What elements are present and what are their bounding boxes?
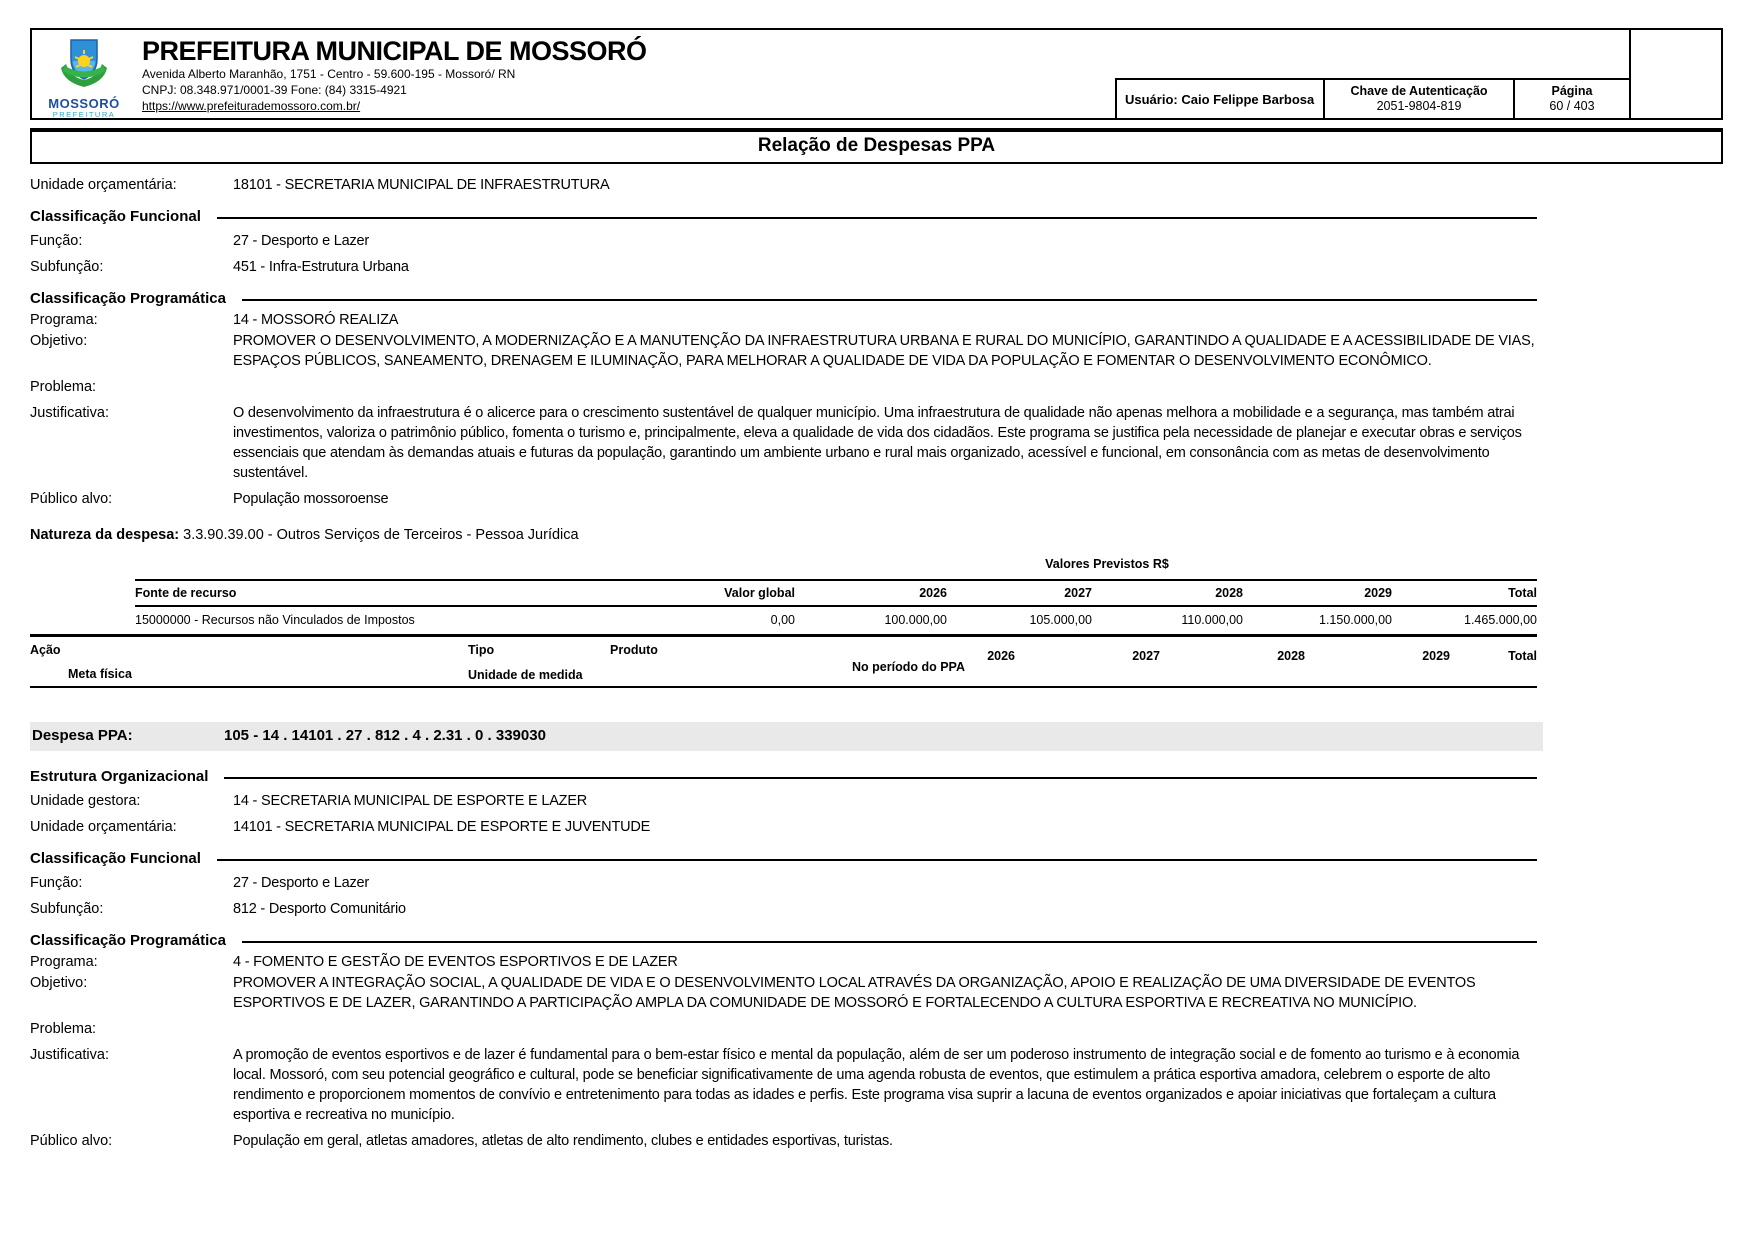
acao-col-2029: 2029 bbox=[1422, 649, 1450, 663]
col-header-total: Total bbox=[1508, 586, 1537, 600]
acao-col-2026: 2026 bbox=[987, 649, 1015, 663]
tipo-label: Tipo bbox=[468, 643, 495, 657]
row-unidade-gestora bbox=[30, 791, 1537, 811]
col-header-valor-global: Valor global bbox=[724, 586, 795, 600]
row-subfuncao-2 bbox=[30, 899, 1537, 919]
funcao-value: 27 - Desporto e Lazer bbox=[233, 233, 370, 249]
row-natureza-despesa bbox=[30, 525, 1537, 545]
subfuncao-label: Subfunção: bbox=[30, 901, 104, 917]
justificativa-label: Justificativa: bbox=[30, 1047, 109, 1063]
valores-previstos-table bbox=[135, 557, 1537, 634]
unidade-orcamentaria-value: 14101 - SECRETARIA MUNICIPAL DE ESPORTE E JUVENTUDE bbox=[233, 819, 651, 835]
valores-table-header bbox=[135, 579, 1537, 607]
section-classificacao-programatica-2 bbox=[30, 932, 1537, 949]
logo-subtitle: PREFEITURA bbox=[52, 110, 116, 119]
unidade-gestora-label: Unidade gestora: bbox=[30, 793, 141, 809]
row-publico-alvo-1 bbox=[30, 489, 1537, 509]
acao-col-2028: 2028 bbox=[1277, 649, 1305, 663]
natureza-despesa-value: 3.3.90.39.00 - Outros Serviços de Terceiros - Pessoa Jurídica bbox=[183, 527, 579, 543]
page-number-value: 60 / 403 bbox=[1549, 99, 1595, 113]
row-objetivo-1 bbox=[30, 331, 1537, 371]
produto-label: Produto bbox=[610, 643, 658, 657]
row-programa-2 bbox=[30, 952, 1537, 972]
acao-col-total: Total bbox=[1508, 649, 1537, 663]
despesa-ppa-value: 105 - 14 . 14101 . 27 . 812 . 4 . 2.31 . 0 . 339030 bbox=[224, 727, 546, 744]
funcao-label: Função: bbox=[30, 875, 83, 891]
acao-label: Ação bbox=[30, 643, 61, 657]
row-justificativa-1 bbox=[30, 403, 1537, 483]
unidade-orcamentaria-value: 18101 - SECRETARIA MUNICIPAL DE INFRAESTRUTURA bbox=[233, 177, 610, 193]
programa-value: 14 - MOSSORÓ REALIZA bbox=[233, 312, 399, 328]
col-header-2027: 2027 bbox=[1064, 586, 1092, 600]
cell-fonte-recurso: 15000000 - Recursos não Vinculados de Impostos bbox=[135, 613, 415, 627]
programa-label: Programa: bbox=[30, 312, 98, 328]
subfuncao-label: Subfunção: bbox=[30, 259, 104, 275]
org-name: PREFEITURA MUNICIPAL DE MOSSORÓ bbox=[142, 36, 647, 66]
meta-fisica-label: Meta física bbox=[68, 667, 132, 681]
report-body bbox=[30, 175, 1537, 1151]
unidade-orcamentaria-label: Unidade orçamentária: bbox=[30, 177, 177, 193]
col-header-fonte-recurso: Fonte de recurso bbox=[135, 586, 237, 600]
page-header bbox=[30, 28, 1723, 120]
section-classificacao-funcional-1 bbox=[30, 208, 1537, 225]
row-objetivo-2 bbox=[30, 973, 1537, 1013]
classificacao-programatica-title: Classificação Programática bbox=[30, 932, 226, 949]
unidade-medida-label: Unidade de medida bbox=[468, 668, 583, 682]
publico-alvo-label: Público alvo: bbox=[30, 491, 113, 507]
problema-label: Problema: bbox=[30, 1021, 97, 1037]
section-divider bbox=[224, 777, 1537, 779]
funcao-value: 27 - Desporto e Lazer bbox=[233, 875, 370, 891]
acao-col-2027: 2027 bbox=[1132, 649, 1160, 663]
col-header-2028: 2028 bbox=[1215, 586, 1243, 600]
org-website-link[interactable]: https://www.prefeiturademossoro.com.br/ bbox=[142, 99, 361, 113]
row-problema-2 bbox=[30, 1019, 1537, 1039]
subfuncao-value: 451 - Infra-Estrutura Urbana bbox=[233, 259, 409, 275]
cell-2027: 105.000,00 bbox=[1029, 613, 1092, 627]
auth-key-cell bbox=[1323, 80, 1513, 118]
section-divider bbox=[217, 217, 1537, 219]
col-header-2026: 2026 bbox=[919, 586, 947, 600]
row-unidade-orcamentaria-2 bbox=[30, 817, 1537, 837]
section-divider bbox=[217, 859, 1537, 861]
user-cell: Usuário: Caio Felippe Barbosa bbox=[1115, 80, 1323, 118]
org-address: Avenida Alberto Maranhão, 1751 - Centro - 59.600-195 - Mossoró/ RN bbox=[142, 67, 516, 81]
row-problema-1 bbox=[30, 377, 1537, 397]
section-divider bbox=[242, 299, 1537, 301]
logo-city-name: MOSSORÓ bbox=[48, 96, 120, 111]
publico-alvo-label: Público alvo: bbox=[30, 1133, 113, 1149]
unidade-gestora-value: 14 - SECRETARIA MUNICIPAL DE ESPORTE E LAZER bbox=[233, 793, 588, 809]
row-subfuncao-1 bbox=[30, 257, 1537, 277]
natureza-despesa-label: Natureza da despesa: bbox=[30, 527, 180, 543]
problema-value bbox=[233, 377, 1537, 397]
justificativa-label: Justificativa: bbox=[30, 405, 109, 421]
despesa-ppa-label: Despesa PPA: bbox=[32, 727, 133, 744]
org-identification bbox=[142, 35, 647, 113]
row-funcao-2 bbox=[30, 873, 1537, 893]
periodo-ppa-label: No período do PPA bbox=[852, 660, 965, 674]
cell-2026: 100.000,00 bbox=[884, 613, 947, 627]
section-divider bbox=[242, 941, 1537, 943]
cell-valor-global: 0,00 bbox=[770, 613, 795, 627]
unidade-orcamentaria-label: Unidade orçamentária: bbox=[30, 819, 177, 835]
objetivo-label: Objetivo: bbox=[30, 975, 88, 991]
table-row bbox=[135, 607, 1537, 634]
cell-2029: 1.150.000,00 bbox=[1319, 613, 1392, 627]
classificacao-programatica-title: Classificação Programática bbox=[30, 290, 226, 307]
coat-of-arms-icon bbox=[56, 35, 112, 98]
valores-previstos-title: Valores Previstos R$ bbox=[1045, 557, 1169, 571]
programa-value: 4 - FOMENTO E GESTÃO DE EVENTOS ESPORTIVOS E DE LAZER bbox=[233, 954, 678, 970]
justificativa-value: A promoção de eventos esportivos e de lazer é fundamental para o bem-estar físico e mental da população, além de ser um poderoso instrumento de integração social e de fomento ao turismo e à economia local. Mossoró, com seu potencial geográfico e cultural, pode se beneficiar significativamente de uma agenda robusta de eventos, que estimulem a prática esportiva amadora, celebrem o esporte de alto rendimento e proporcionem momentos de convívio e entretenimento para todas as idades e perfis. Este programa visa suprir a lacuna de eventos organizados e apoiar iniciativas que fortaleçam a cultura esportiva e recreativa no município. bbox=[233, 1047, 1520, 1123]
col-header-2029: 2029 bbox=[1364, 586, 1392, 600]
objetivo-label: Objetivo: bbox=[30, 333, 88, 349]
city-logo bbox=[40, 35, 128, 119]
org-cnpj-phone: CNPJ: 08.348.971/0001-39 Fone: (84) 3315-4921 bbox=[142, 83, 407, 97]
publico-alvo-value: População mossoroense bbox=[233, 491, 389, 507]
auth-info-table bbox=[1115, 78, 1629, 118]
problema-label: Problema: bbox=[30, 379, 97, 395]
estrutura-organizacional-title: Estrutura Organizacional bbox=[30, 768, 209, 785]
page-number-cell bbox=[1513, 80, 1629, 118]
auth-key-label: Chave de Autenticação bbox=[1350, 84, 1488, 98]
row-unidade-orcamentaria-1 bbox=[30, 175, 1537, 195]
cell-total: 1.465.000,00 bbox=[1464, 613, 1537, 627]
report-title: Relação de Despesas PPA bbox=[30, 128, 1723, 164]
row-funcao-1 bbox=[30, 231, 1537, 251]
auth-key-value: 2051-9804-819 bbox=[1376, 99, 1462, 113]
classificacao-funcional-title: Classificação Funcional bbox=[30, 850, 201, 867]
objetivo-value: PROMOVER O DESENVOLVIMENTO, A MODERNIZAÇÃO E A MANUTENÇÃO DA INFRAESTRUTURA URBANA E RURAL DO MUNICÍPIO, GARANTINDO A QUALIDADE E A ACESSIBILIDADE DE VIAS, ESPAÇOS PÚBLICOS, SANEAMENTO, DRENAGEM E ILUMINAÇÃO, PARA MELHORAR A QUALIDADE DE VIDA DA POPULAÇÃO E FOMENTAR O DESENVOLVIMENTO ECONÔMICO. bbox=[233, 333, 1535, 369]
programa-label: Programa: bbox=[30, 954, 98, 970]
funcao-label: Função: bbox=[30, 233, 83, 249]
publico-alvo-value: População em geral, atletas amadores, atletas de alto rendimento, clubes e entidades esportivas, turistas. bbox=[233, 1133, 893, 1149]
row-justificativa-2 bbox=[30, 1045, 1537, 1125]
letterhead-box bbox=[30, 28, 1631, 120]
despesa-ppa-bar bbox=[30, 722, 1543, 751]
problema-value bbox=[233, 1019, 1537, 1039]
section-estrutura-organizacional bbox=[30, 768, 1537, 785]
acao-table-header bbox=[30, 634, 1537, 688]
cell-2028: 110.000,00 bbox=[1181, 613, 1243, 627]
header-side-box bbox=[1631, 28, 1723, 120]
row-programa-1 bbox=[30, 310, 1537, 330]
page-number-label: Página bbox=[1551, 84, 1593, 98]
row-publico-alvo-2 bbox=[30, 1131, 1537, 1151]
justificativa-value: O desenvolvimento da infraestrutura é o alicerce para o crescimento sustentável de qualquer município. Uma infraestrutura de qualidade não apenas melhora a mobilidade e a segurança, mas também atrai investimentos, valoriza o patrimônio público, fomenta o turismo e, principalmente, eleva a qualidade de vida dos cidadãos. Este programa se justifica pela necessidade de planejar e executar obras e serviços essenciais que atendam às demandas atuais e futuras da população, garantindo um ambiente urbano e rural mais organizado, acessível e funcional, em consonância com as metas de desenvolvimento sustentável. bbox=[233, 405, 1522, 481]
subfuncao-value: 812 - Desporto Comunitário bbox=[233, 901, 406, 917]
classificacao-funcional-title: Classificação Funcional bbox=[30, 208, 201, 225]
section-classificacao-funcional-2 bbox=[30, 850, 1537, 867]
section-classificacao-programatica-1 bbox=[30, 290, 1537, 307]
objetivo-value: PROMOVER A INTEGRAÇÃO SOCIAL, A QUALIDADE DE VIDA E O DESENVOLVIMENTO LOCAL ATRAVÉS DA ORGANIZAÇÃO, APOIO E REALIZAÇÃO DE UMA DIVERSIDADE DE EVENTOS ESPORTIVOS E DE LAZER, GARANTINDO A PARTICIPAÇÃO AMPLA DA COMUNIDADE DE MOSSORÓ E FORTALECENDO A CULTURA ESPORTIVA E RECREATIVA NO MUNICÍPIO. bbox=[233, 975, 1476, 1011]
